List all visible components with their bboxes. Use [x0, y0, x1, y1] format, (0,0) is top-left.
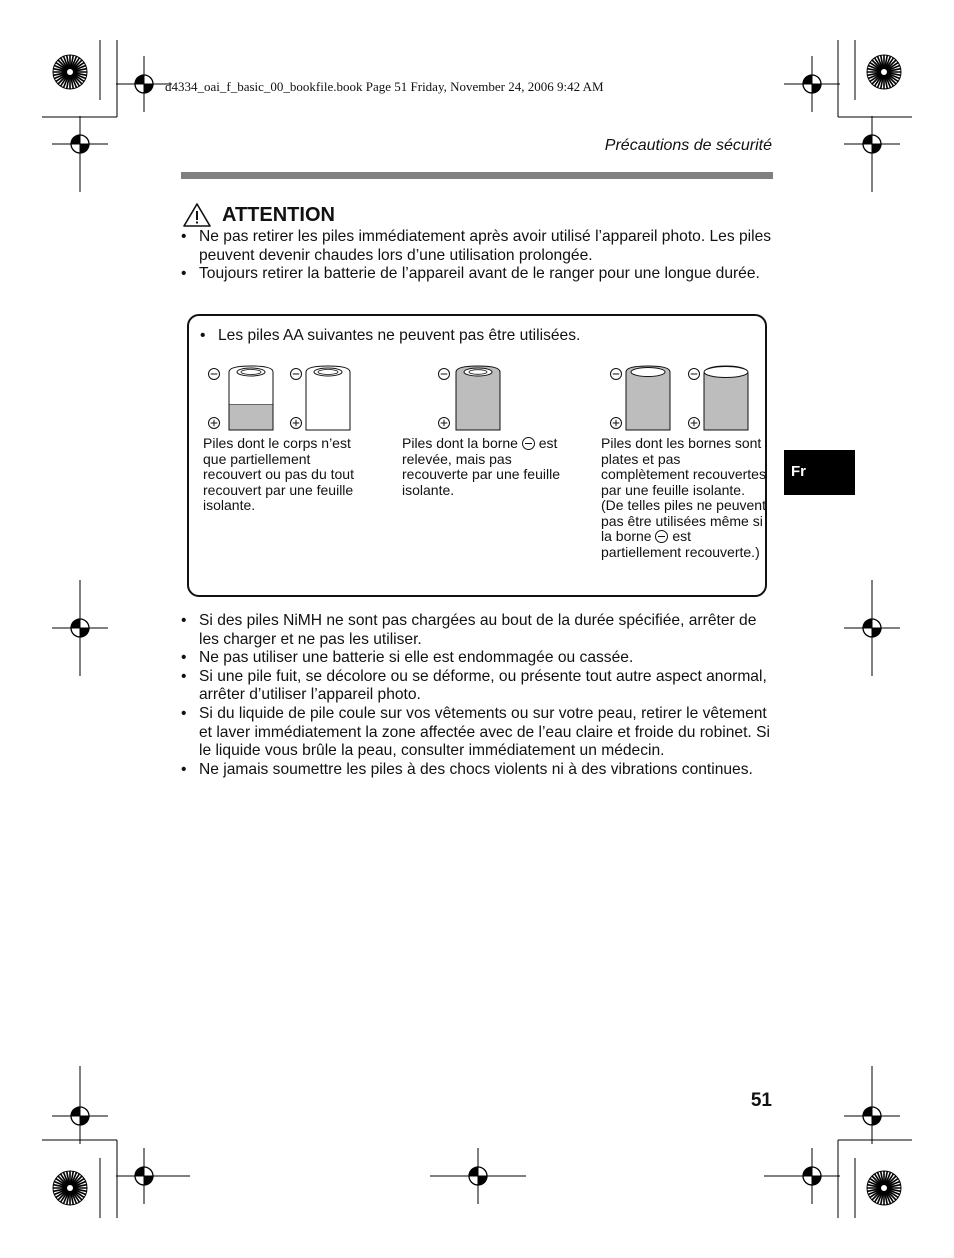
panel-note: • Les piles AA suivantes ne peuvent pas être utilisées. — [200, 327, 581, 344]
caption-partially-covered: Piles dont le corps n’est que partiellement recouvert ou pas du tout recouvert par une feuille isolante. — [203, 435, 354, 513]
battery-illustrations — [205, 360, 765, 436]
minus-terminal-icon — [655, 530, 668, 543]
battery-precautions-list — [178, 612, 778, 779]
list-item: • Ne jamais soumettre les piles à des chocs violents ni à des vibrations continues. — [178, 761, 778, 780]
warning-triangle-icon — [182, 202, 212, 228]
list-item: • Toujours retirer la batterie de l’appareil avant de le ranger pour une longue durée. — [178, 265, 778, 284]
battery-partially-covered-icon — [209, 366, 274, 430]
panel-note-text: Les piles AA suivantes ne peuvent pas être utilisées. — [218, 327, 581, 344]
book-file-header: d4334_oai_f_basic_00_bookfile.book Page 51 Friday, November 24, 2006 9:42 AM — [165, 79, 604, 94]
attention-title: ATTENTION — [222, 203, 335, 226]
battery-flat-terminal-icon — [689, 366, 749, 430]
caption-text: Piles dont les bornes sont plates et pas complètement recouvertes par une feuille isolante. (De telles piles ne peuvent pas être utilisées même si la borne — [601, 435, 766, 544]
caption-text: est partiellement recouverte.) — [601, 528, 760, 560]
battery-flat-terminal-covered-icon — [611, 366, 671, 430]
caption-flat-terminal — [601, 436, 766, 560]
battery-raised-terminal-icon — [439, 366, 501, 430]
language-tab: Fr — [784, 450, 855, 495]
attention-heading — [182, 202, 335, 228]
battery-uncovered-icon — [291, 366, 351, 430]
list-item: • Si des piles NiMH ne sont pas chargées au bout de la durée spécifiée, arrêter de les charger et ne pas les utiliser. — [178, 612, 778, 649]
list-item: • Si une pile fuit, se décolore ou se déforme, ou présente tout autre aspect anormal, arrêter d’utiliser l’appareil photo. — [178, 668, 778, 705]
caption-text: est relevée, mais pas recouverte par une feuille isolante. — [402, 435, 560, 498]
caption-text: Piles dont la borne — [402, 435, 518, 451]
list-item: • Ne pas utiliser une batterie si elle est endommagée ou cassée. — [178, 649, 778, 668]
caption-raised-terminal — [402, 436, 562, 498]
header-rule — [181, 172, 773, 179]
section-title: Précautions de sécurité — [604, 137, 772, 154]
list-item: • Ne pas retirer les piles immédiatement après avoir utilisé l’appareil photo. Les piles peuvent devenir chaudes lors d’une utilisation prolongée. — [178, 228, 778, 265]
minus-terminal-icon — [522, 437, 535, 450]
list-item: • Si du liquide de pile coule sur vos vêtements ou sur votre peau, retirer le vêtement et laver immédiatement la zone affectée avec de l’eau claire et froide du robinet. Si le liquide vous brûle la peau, consulter immédiatement un médecin. — [178, 705, 778, 761]
page-number: 51 — [750, 1090, 772, 1111]
attention-bullet-list — [178, 228, 778, 284]
